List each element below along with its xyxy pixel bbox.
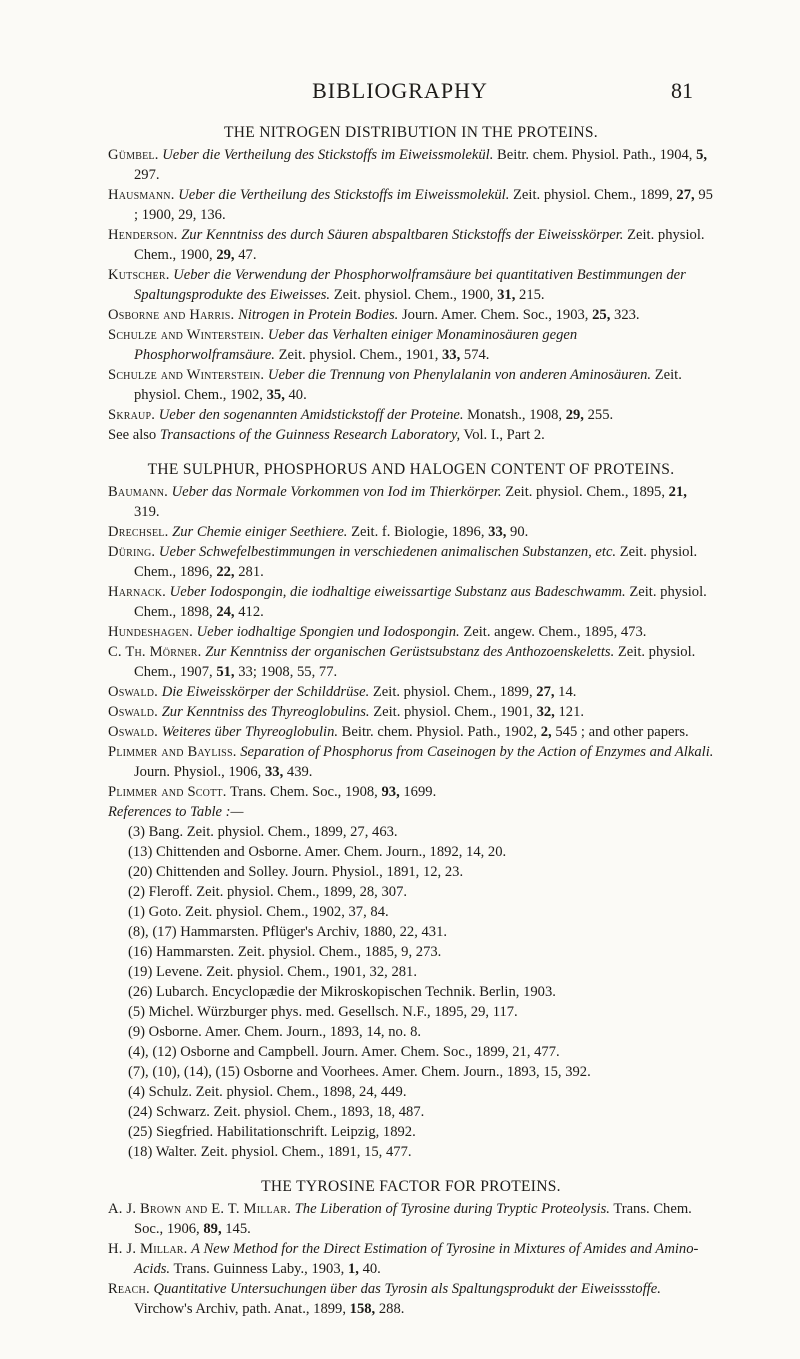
running-head: BIBLIOGRAPHY [312, 78, 488, 103]
entry-volume: 89, [203, 1221, 222, 1237]
entry-pages: 412. [238, 604, 264, 620]
entry-volume: 93, [381, 784, 400, 800]
entry-year: 1895, [584, 624, 618, 640]
entry-author: Reach. [108, 1281, 150, 1297]
bibliography-content [108, 122, 714, 1319]
entry-year: 1896, [451, 524, 485, 540]
entry-volume: 21, [668, 484, 687, 500]
table-reference: (26) Lubarch. Encyclopædie der Mikroskopischen Technik. Berlin, 1903. [128, 984, 556, 1000]
entry-pages: 145. [225, 1221, 251, 1237]
entry-year: 1895, [632, 484, 665, 500]
bibliography-entry [108, 642, 714, 682]
entry-author: Oswald. [108, 704, 159, 720]
entry-source: Journ. Amer. Chem. Soc., [401, 307, 552, 323]
entry-pages: 47. [238, 247, 257, 263]
entry-source: Zeit. f. Biologie, [351, 524, 448, 540]
entry-author: Oswald. [108, 724, 159, 740]
entry-pages: 95 ; 1900, 29, 136. [134, 187, 713, 223]
entry-title: Ueber die Vertheilung des Stickstoffs im Eiweissmolekül. [178, 187, 510, 203]
entry-year: 1902, [230, 387, 263, 403]
entry-year: 1896, [179, 564, 213, 580]
table-reference: (25) Siegfried. Habilitationschrift. Leipzig, 1892. [128, 1124, 416, 1140]
bibliography-entry [108, 722, 714, 742]
entry-year: 1901, [405, 347, 439, 363]
entry-source: Beitr. chem. Physiol. Path., [341, 724, 501, 740]
entry-title: Die Eiweisskörper der Schilddrüse. [161, 684, 370, 700]
table-reference: (9) Osborne. Amer. Chem. Journ., 1893, 14, no. 8. [128, 1024, 422, 1040]
table-reference: (19) Levene. Zeit. physiol. Chem., 1901, 32, 281. [128, 964, 417, 980]
bibliography-entry [108, 742, 714, 782]
entry-title: Weiteres über Thyreoglobulin. [161, 724, 339, 740]
entry-year: 1902, [504, 724, 538, 740]
entry-pages: 90. [510, 524, 529, 540]
entry-pages: 473. [620, 624, 647, 640]
entry-year: 1899, [639, 187, 673, 203]
entry-volume: 33, [264, 764, 284, 780]
entry-pages: 319. [134, 504, 160, 520]
entry-pages: 439. [286, 764, 313, 780]
entry-title: Quantitative Untersuchungen über das Tyrosin als Spaltungsprodukt der Eiweissstoffe. [153, 1281, 661, 1297]
entry-year: 1901, [500, 704, 533, 720]
entry-pages: 40. [362, 1261, 381, 1277]
entry-volume: 31, [497, 287, 516, 303]
entry-volume: 2, [540, 724, 552, 740]
table-reference: (5) Michel. Würzburger phys. med. Gesellsch. N.F., 1895, 29, 117. [128, 1004, 518, 1020]
bibliography-entry [108, 522, 714, 542]
entry-author: Plimmer and Bayliss. [108, 744, 237, 760]
entry-author: Schulze and Winterstein. [108, 327, 265, 343]
entry-author: H. J. Millar. [108, 1241, 188, 1257]
entry-title: The Liberation of Tyrosine during Tryptic Proteolysis. [294, 1201, 610, 1217]
entry-author: Schulze and Winterstein. [108, 367, 265, 383]
entry-pages: 255. [587, 407, 614, 423]
entry-volume: 24, [216, 604, 235, 620]
entry-source: See also [108, 427, 157, 443]
page-header [0, 78, 800, 108]
entry-source: Zeit. physiol. Chem., [134, 367, 682, 403]
entry-author: A. J. Brown and E. T. Millar. [108, 1201, 291, 1217]
entry-title: Ueber das Verhalten einiger Monaminosäuren gegen Phosphorwolframsäure. [134, 327, 578, 363]
entry-title: Nitrogen in Protein Bodies. [238, 307, 399, 323]
entry-year: 1904, [659, 147, 693, 163]
entry-title: Ueber Iodospongin, die iodhaltige eiweissartige Substanz aus Badeschwamm. [169, 584, 626, 600]
entry-title: Zur Kenntniss des Thyreoglobulins. [161, 704, 370, 720]
entry-title: Separation of Phosphorus from Caseinogen by the Action of Enzymes and Alkali. [240, 744, 714, 760]
entry-volume: 22, [216, 564, 235, 580]
entry-year: 1906, [228, 764, 262, 780]
entry-volume: 5, [696, 147, 708, 163]
entry-source: Zeit. physiol. Chem., [278, 347, 402, 363]
entry-author: Plimmer and Scott. [108, 784, 227, 800]
bibliography-entry [108, 305, 714, 325]
entry-pages: 323. [614, 307, 640, 323]
bibliography-entry [108, 405, 714, 425]
table-reference: (4), (12) Osborne and Campbell. Journ. Amer. Chem. Soc., 1899, 21, 477. [128, 1044, 560, 1060]
entry-source: Zeit. physiol. Chem., [333, 287, 457, 303]
references-heading: References to Table :— [108, 804, 244, 820]
table-reference: (8), (17) Hammarsten. Pflüger's Archiv, 1880, 22, 431. [128, 924, 448, 940]
bibliography-entry [108, 1279, 714, 1319]
bibliography-entry [108, 582, 714, 622]
entry-source: Zeit. physiol. Chem., [134, 544, 698, 580]
entry-title: Ueber Schwefelbestimmungen in verschiedenen animalischen Substanzen, etc. [158, 544, 617, 560]
entry-pages: 33; 1908, 55, 77. [238, 664, 338, 680]
entry-extra: Vol. I., Part 2. [463, 427, 545, 443]
entry-pages: 40. [288, 387, 307, 403]
bibliography-entry [108, 225, 714, 265]
entry-author: C. Th. Mörner. [108, 644, 202, 660]
entry-pages: 574. [463, 347, 490, 363]
entry-title: Zur Chemie einiger Seethiere. [172, 524, 348, 540]
section-title: THE SULPHUR, PHOSPHORUS AND HALOGEN CONTENT OF PROTEINS. [147, 461, 675, 478]
entry-author: Düring. [108, 544, 156, 560]
entry-pages: 281. [238, 564, 264, 580]
section-title: THE TYROSINE FACTOR FOR PROTEINS. [261, 1178, 561, 1195]
entry-source: Zeit. physiol. Chem., [372, 684, 497, 700]
entry-source: Zeit. physiol. Chem., [373, 704, 497, 720]
entry-year: 1907, [179, 664, 213, 680]
table-reference: (7), (10), (14), (15) Osborne and Voorhees. Amer. Chem. Journ., 1893, 15, 392. [128, 1064, 591, 1080]
entry-title: Ueber den sogenannten Amidstickstoff der Proteine. [158, 407, 464, 423]
entry-author: Hundeshagen. [108, 624, 193, 640]
bibliography-entry [108, 325, 714, 365]
table-reference: (1) Goto. Zeit. physiol. Chem., 1902, 37, 84. [128, 904, 389, 920]
entry-volume: 27, [536, 684, 555, 700]
entry-volume: 158, [349, 1301, 376, 1317]
entry-author: Harnack. [108, 584, 167, 600]
entry-year: 1908, [529, 407, 563, 423]
entry-author: Gümbel. [108, 147, 159, 163]
entry-title: Ueber iodhaltige Spongien und Iodospongin. [196, 624, 460, 640]
entry-author: Osborne and Harris. [108, 307, 235, 323]
entry-pages: 545 ; and other papers. [555, 724, 689, 740]
entry-source: Zeit. angew. Chem., [463, 624, 581, 640]
entry-title: Ueber die Vertheilung des Stickstoffs im Eiweissmolekül. [162, 147, 494, 163]
entry-year: 1898, [179, 604, 213, 620]
entry-title: A New Method for the Direct Estimation of Tyrosine in Mixtures of Amides and Amino-Acids. [134, 1241, 699, 1277]
entry-author: Oswald. [108, 684, 159, 700]
entry-series: Transactions of the Guinness Research Laboratory, [159, 427, 461, 443]
entry-year: 1899, [499, 684, 533, 700]
bibliography-entry [108, 1239, 714, 1279]
bibliography-entry [108, 542, 714, 582]
bibliography-entry [108, 265, 714, 305]
entry-author: Kutscher. [108, 267, 170, 283]
entry-source: Zeit. physiol. Chem., [505, 484, 629, 500]
entry-author: Skraup. [108, 407, 156, 423]
entry-source: Virchow's Archiv, path. Anat., [134, 1301, 310, 1317]
entry-pages: 288. [378, 1301, 405, 1317]
entry-title: Zur Kenntniss der organischen Gerüstsubstanz des Anthozoenskeletts. [205, 644, 615, 660]
entry-source: Zeit. physiol. Chem., [134, 227, 705, 263]
entry-source: Journ. Physiol., [134, 764, 225, 780]
entry-year: 1903, [555, 307, 589, 323]
entry-volume: 35, [266, 387, 285, 403]
bibliography-entry [108, 425, 714, 445]
table-reference: (4) Schulz. Zeit. physiol. Chem., 1898, 24, 449. [128, 1084, 407, 1100]
page-number: 81 [671, 78, 693, 103]
entry-source: Zeit. physiol. Chem., [513, 187, 637, 203]
table-reference: (2) Fleroff. Zeit. physiol. Chem., 1899, 28, 307. [128, 884, 408, 900]
entry-volume: 51, [216, 664, 235, 680]
bibliography-entry [108, 482, 714, 522]
entry-year: 1903, [311, 1261, 345, 1277]
entry-volume: 33, [488, 524, 507, 540]
entry-volume: 29, [565, 407, 584, 423]
bibliography-entry [108, 682, 714, 702]
entry-volume: 25, [592, 307, 611, 323]
bibliography-entry [108, 145, 714, 185]
entry-source: Monatsh., [467, 407, 526, 423]
bibliography-entry [108, 1199, 714, 1239]
entry-pages: 121. [558, 704, 585, 720]
bibliography-entry [108, 185, 714, 225]
entry-author: Hausmann. [108, 187, 175, 203]
entry-title: Zur Kenntniss des durch Säuren abspaltbaren Stickstoffs der Eiweisskörper. [181, 227, 624, 243]
table-reference: (13) Chittenden and Osborne. Amer. Chem. Journ., 1892, 14, 20. [128, 844, 507, 860]
entry-title: Ueber das Normale Vorkommen von Iod im Thierkörper. [171, 484, 502, 500]
entry-pages: 215. [519, 287, 545, 303]
entry-volume: 29, [216, 247, 235, 263]
entry-source: Beitr. chem. Physiol. Path., [497, 147, 656, 163]
bibliography-entry [108, 622, 714, 642]
entry-year: 1900, [179, 247, 213, 263]
entry-pages: 14. [558, 684, 577, 700]
table-reference: (18) Walter. Zeit. physiol. Chem., 1891, 15, 477. [128, 1144, 412, 1160]
entry-title: Ueber die Verwendung der Phosphorwolframsäure bei quantitativen Bestimmungen der Spaltungsprodukte des Eiweisses. [134, 267, 686, 303]
entry-volume: 32, [536, 704, 555, 720]
entry-year: 1899, [313, 1301, 346, 1317]
table-reference: (20) Chittenden and Solley. Journ. Physiol., 1891, 12, 23. [128, 864, 464, 880]
entry-volume: 1, [347, 1261, 359, 1277]
bibliography-entry [108, 702, 714, 722]
entry-source: Trans. Chem. Soc., [229, 784, 342, 800]
entry-source: Trans. Chem. Soc., [134, 1201, 692, 1237]
entry-title: Ueber die Trennung von Phenylalanin von anderen Aminosäuren. [267, 367, 652, 383]
entry-pages: 1699. [403, 784, 437, 800]
entry-author: Henderson. [108, 227, 178, 243]
entry-volume: 27, [676, 187, 695, 203]
entry-author: Drechsel. [108, 524, 169, 540]
entry-source: Trans. Guinness Laby., [173, 1261, 308, 1277]
table-reference: (16) Hammarsten. Zeit. physiol. Chem., 1885, 9, 273. [128, 944, 442, 960]
entry-volume: 33, [442, 347, 461, 363]
entry-year: 1906, [166, 1221, 200, 1237]
bibliography-entry [108, 782, 714, 802]
entry-year: 1908, [344, 784, 378, 800]
entry-year: 1900, [460, 287, 494, 303]
section-title: THE NITROGEN DISTRIBUTION IN THE PROTEINS. [224, 124, 598, 141]
entry-source: Zeit. physiol. Chem., [134, 584, 707, 620]
entry-author: Baumann. [108, 484, 168, 500]
table-reference: (3) Bang. Zeit. physiol. Chem., 1899, 27, 463. [128, 824, 398, 840]
table-reference: (24) Schwarz. Zeit. physiol. Chem., 1893, 18, 487. [128, 1104, 425, 1120]
entry-pages: 297. [134, 167, 160, 183]
bibliography-entry [108, 365, 714, 405]
entry-source: Zeit. physiol. Chem., [134, 644, 696, 680]
